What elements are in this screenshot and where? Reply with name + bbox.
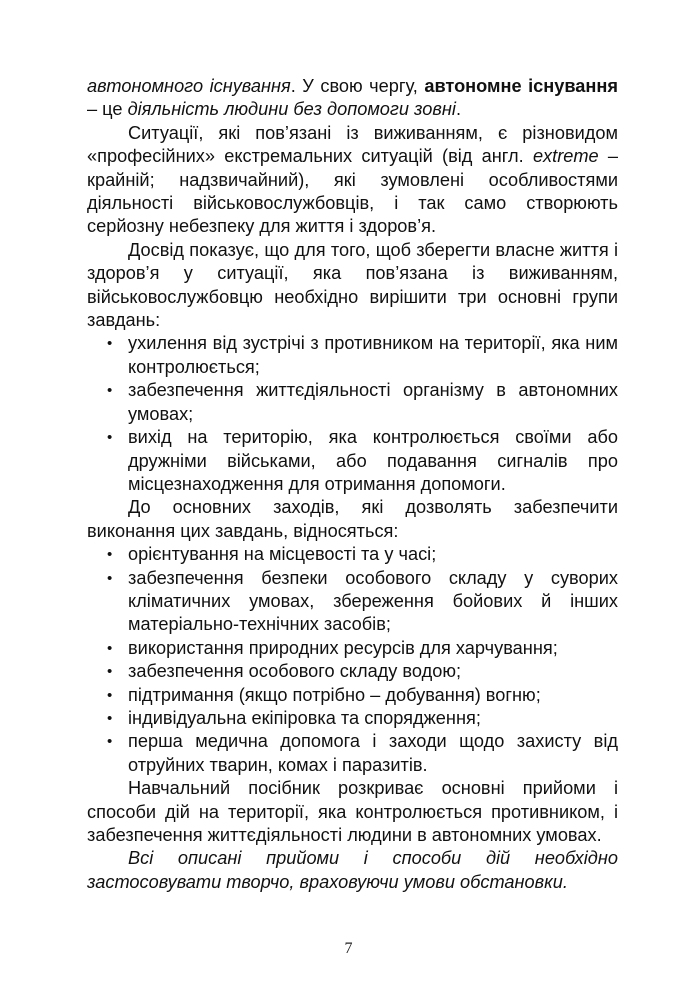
list-item: • ухилення від зустрічі з противником на території, яка ним контролюється; xyxy=(107,333,618,377)
term-bold: автономне існування xyxy=(424,76,618,96)
bullet-icon: • xyxy=(107,569,113,587)
paragraph-2: Ситуації, які пов’язані із виживанням, є різновидом «професійних» екстремальних ситуацій (від англ. extreme – крайній; надзвичайний), які зумовлені особливостями діяльності військовослужбовців, і так само створюють серйозну небезпеку для життя і здоров’я. xyxy=(87,122,618,237)
bullet-icon: • xyxy=(107,335,113,353)
measures-list xyxy=(87,543,618,777)
bullet-icon: • xyxy=(107,382,113,400)
term-italic: автономного існування xyxy=(87,76,291,96)
closing-italic: Всі описані прийоми і способи дій необхідно застосовувати творчо, враховуючи умови обстановки. xyxy=(87,848,618,892)
bullet-icon: • xyxy=(107,709,113,727)
bullet-icon: • xyxy=(107,733,113,751)
paragraph-4: До основних заходів, які дозволять забезпечити виконання цих завдань, відносяться: xyxy=(87,497,618,541)
paragraph-5: Навчальний посібник розкриває основні прийоми і способи дій на території, яка контролюється противником, і забезпечення життєдіяльності людини в автономних умовах. xyxy=(87,778,618,845)
bullet-icon: • xyxy=(107,639,113,657)
english-term: extreme xyxy=(532,146,599,167)
task-list xyxy=(87,332,618,496)
page-body xyxy=(87,75,618,894)
paragraph-1: автономного існування. У свою чергу, автономне існування – це діяльність людини без допомоги зовні. xyxy=(87,76,618,120)
bullet-icon: • xyxy=(107,663,113,681)
list-item: • підтримання (якщо потрібно – добування) вогню; xyxy=(87,684,618,707)
list-item: • перша медична допомога і заходи щодо захисту від отруйних тварин, комах і паразитів. xyxy=(107,731,618,775)
paragraph-6 xyxy=(87,847,618,894)
bullet-icon: • xyxy=(107,546,113,564)
list-item: • вихід на територію, яка контролюється своїми або дружніми військами, або подавання сигналів про місцезнаходження для отримання допомоги. xyxy=(107,427,618,494)
bullet-icon: • xyxy=(107,429,113,447)
definition-italic: діяльність людини без допомоги зовні xyxy=(127,99,456,120)
paragraph-3: Досвід показує, що для того, щоб зберегти власне життя і здоров’я у ситуації, яка пов’язана із виживанням, військовослужбовцю необхідно вирішити три основні групи завдань: xyxy=(87,239,618,331)
list-item: • індивідуальна екіпіровка та спорядження; xyxy=(87,707,618,730)
page-number: 7 xyxy=(344,940,353,957)
list-item: • орієнтування на місцевості та у часі; xyxy=(87,543,618,566)
bullet-icon: • xyxy=(107,686,113,704)
list-item: • забезпечення безпеки особового складу у суворих кліматичних умовах, збереження бойових й інших матеріально-технічних засобів; xyxy=(107,567,618,635)
list-item: • забезпечення життєдіяльності організму в автономних умовах; xyxy=(107,380,618,424)
list-item: • забезпечення особового складу водою; xyxy=(87,660,618,683)
list-item: • використання природних ресурсів для харчування; xyxy=(87,637,618,660)
